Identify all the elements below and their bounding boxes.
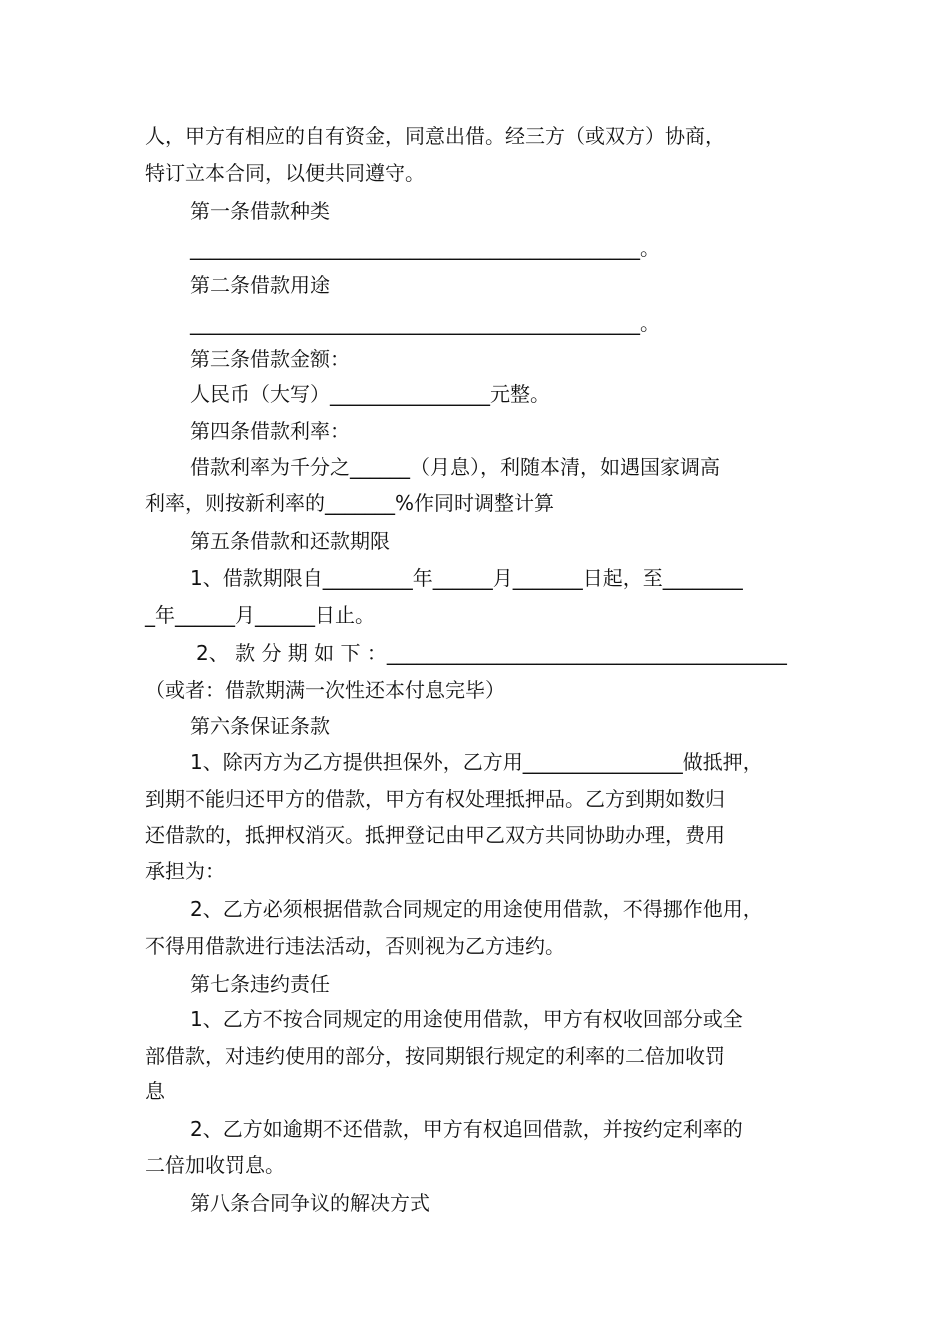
text-line: 借款利率为千分之______（月息），利随本清，如遇国家调高 [190,455,720,479]
section-heading: 第三条借款金额： [190,347,350,371]
section-heading: 第五条借款和还款期限 [190,529,390,553]
section-heading: 第八条合同争议的解决方式 [190,1191,430,1215]
text-line: 二倍加收罚息。 [145,1153,285,1177]
text-line: 到期不能归还甲方的借款，甲方有权处理抵押品。乙方到期如数归 [145,787,725,811]
text-line: 承担为： [145,859,225,883]
text-line: 1、借款期限自_________年______月_______日起，至________ [190,566,743,590]
blank-line: _____________________________________________。 [190,236,660,260]
section-heading: 第二条借款用途 [190,273,330,297]
text-line: 2、乙方必须根据借款合同规定的用途使用借款，不得挪作他用， [190,897,763,921]
blank-line: _____________________________________________。 [190,311,660,335]
text-line: 人民币（大写）________________元整。 [190,382,550,406]
text-line: 2、乙方如逾期不还借款，甲方有权追回借款，并按约定利率的 [190,1117,743,1141]
text-line: 2、 款 分 期 如 下 ：________________________________________ [196,641,787,665]
section-heading: 第一条借款种类 [190,199,330,223]
text-line: 特订立本合同，以便共同遵守。 [145,161,425,185]
text-line: _年______月______日止。 [145,603,375,627]
text-line: 还借款的，抵押权消灭。抵押登记由甲乙双方共同协助办理，费用 [145,823,725,847]
section-heading: 第四条借款利率： [190,419,350,443]
section-heading: 第七条违约责任 [190,972,330,996]
text-line: 部借款，对违约使用的部分，按同期银行规定的利率的二倍加收罚 [145,1044,725,1068]
text-line: （或者：借款期满一次性还本付息完毕） [145,678,505,702]
text-line: 息 [145,1079,165,1103]
text-line: 1、乙方不按合同规定的用途使用借款，甲方有权收回部分或全 [190,1007,743,1031]
text-line: 1、除丙方为乙方提供担保外，乙方用________________做抵押， [190,750,763,774]
section-heading: 第六条保证条款 [190,714,330,738]
text-line: 不得用借款进行违法活动，否则视为乙方违约。 [145,934,565,958]
text-line: 利率，则按新利率的_______%作同时调整计算 [145,491,555,515]
text-line: 人，甲方有相应的自有资金，同意出借。经三方（或双方）协商， [145,124,725,148]
